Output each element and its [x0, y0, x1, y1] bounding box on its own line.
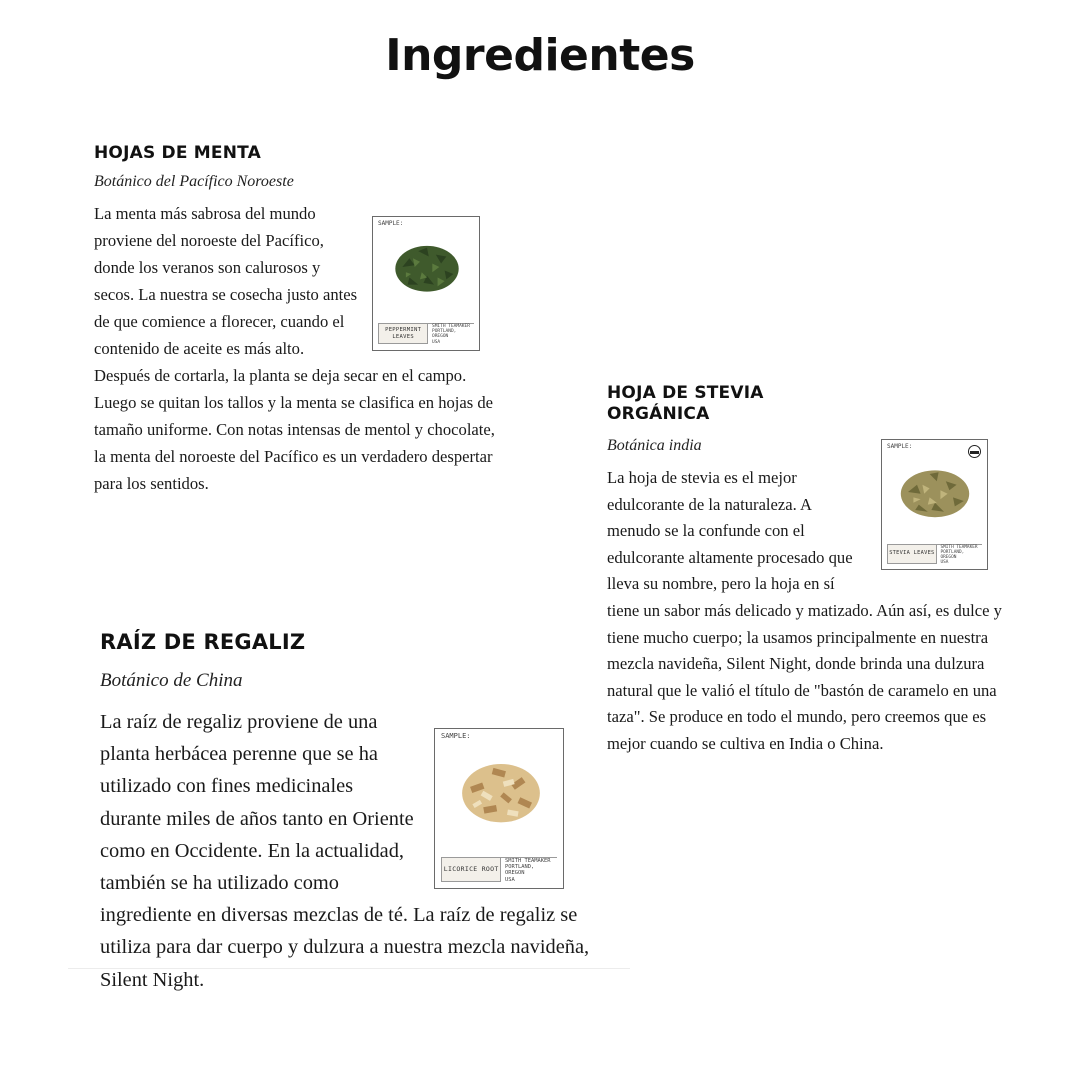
card-footer [441, 857, 556, 882]
card-product-name: LICORICE ROOT [441, 858, 501, 882]
card-maker: SMITH TEAMAKER PORTLAND, OREGON USA [505, 858, 551, 883]
section-heading: HOJA DE STEVIA ORGÁNICA [607, 383, 764, 424]
card-maker: SMITH TEAMAKER PORTLAND, OREGON USA [432, 324, 470, 345]
page-title: Ingredientes [385, 30, 695, 81]
section-body: La menta más sabrosa del mundo proviene del noroeste del Pacífico, donde los veranos son calurosos y secos. La nuestra se cosecha justo antes de que comience a florecer, cuando el contenido de aceite es más alto. Después de cortarla, la planta se deja secar en el campo. Luego se quitan los tallos y la menta se clasifica en hojas de tamaño uniforme. Con notas intensas de mentol y chocolate, la menta del noroeste del Pacífico es un verdadero despertar para los sentidos. [94, 204, 495, 493]
ingredient-section-licorice [100, 630, 590, 996]
section-heading: RAÍZ DE REGALIZ [100, 630, 306, 654]
ingredient-section-mint [94, 143, 506, 497]
stevia-leaves-image [890, 456, 980, 528]
peppermint-leaves-image [383, 231, 471, 303]
licorice-root-image [447, 747, 555, 835]
section-subtitle: Botánico del Pacífico Noroeste [94, 173, 294, 190]
card-product-name: STEVIA LEAVES [887, 545, 936, 564]
section-subtitle: Botánico de China [100, 670, 243, 691]
sample-label: SAMPLE: [887, 443, 913, 450]
divider [68, 968, 630, 969]
card-product-name: PEPPERMINT LEAVES [378, 324, 428, 344]
sample-label: SAMPLE: [441, 732, 471, 740]
section-body-wrap [94, 200, 506, 497]
card-footer [378, 323, 473, 344]
section-body: La raíz de regaliz proviene de una planta herbácea perenne que se ha utilizado con fines medicinales durante miles de años tanto en Oriente como en Occidente. En la actualidad, también se ha utilizado como ingrediente en diversas mezclas de té. La raíz de regaliz se utiliza para dar cuerpo y dulzura a nuestra mezcla navideña, Silent Night. [100, 711, 590, 991]
sample-card-image [434, 728, 564, 889]
section-subtitle: Botánica india [607, 437, 702, 454]
section-body-wrap [100, 706, 590, 996]
sample-card-image [372, 216, 480, 351]
sample-card-image [881, 439, 988, 570]
section-body: La hoja de stevia es el mejor edulcorante de la naturaleza. A menudo se la confunde con el edulcorante altamente procesado que lleva su nombre, pero la hoja en sí tiene un sabor más delicado y matizado. Aún así, es dulce y tiene mucho cuerpo; la usamos principalmente en nuestra mezcla navideña, Silent Night, donde brinda una dulzura natural que le valió el título de "bastón de caramelo en una taza". Se produce en todo el mundo, pero creemos que es mejor cuando se cultiva en India o China. [607, 468, 1002, 753]
section-heading: HOJAS DE MENTA [94, 143, 261, 163]
card-maker: SMITH TEAMAKER PORTLAND, OREGON USA [940, 545, 978, 566]
ingredient-section-stevia [607, 383, 1012, 758]
sample-label: SAMPLE: [378, 220, 404, 227]
card-footer [887, 544, 982, 564]
